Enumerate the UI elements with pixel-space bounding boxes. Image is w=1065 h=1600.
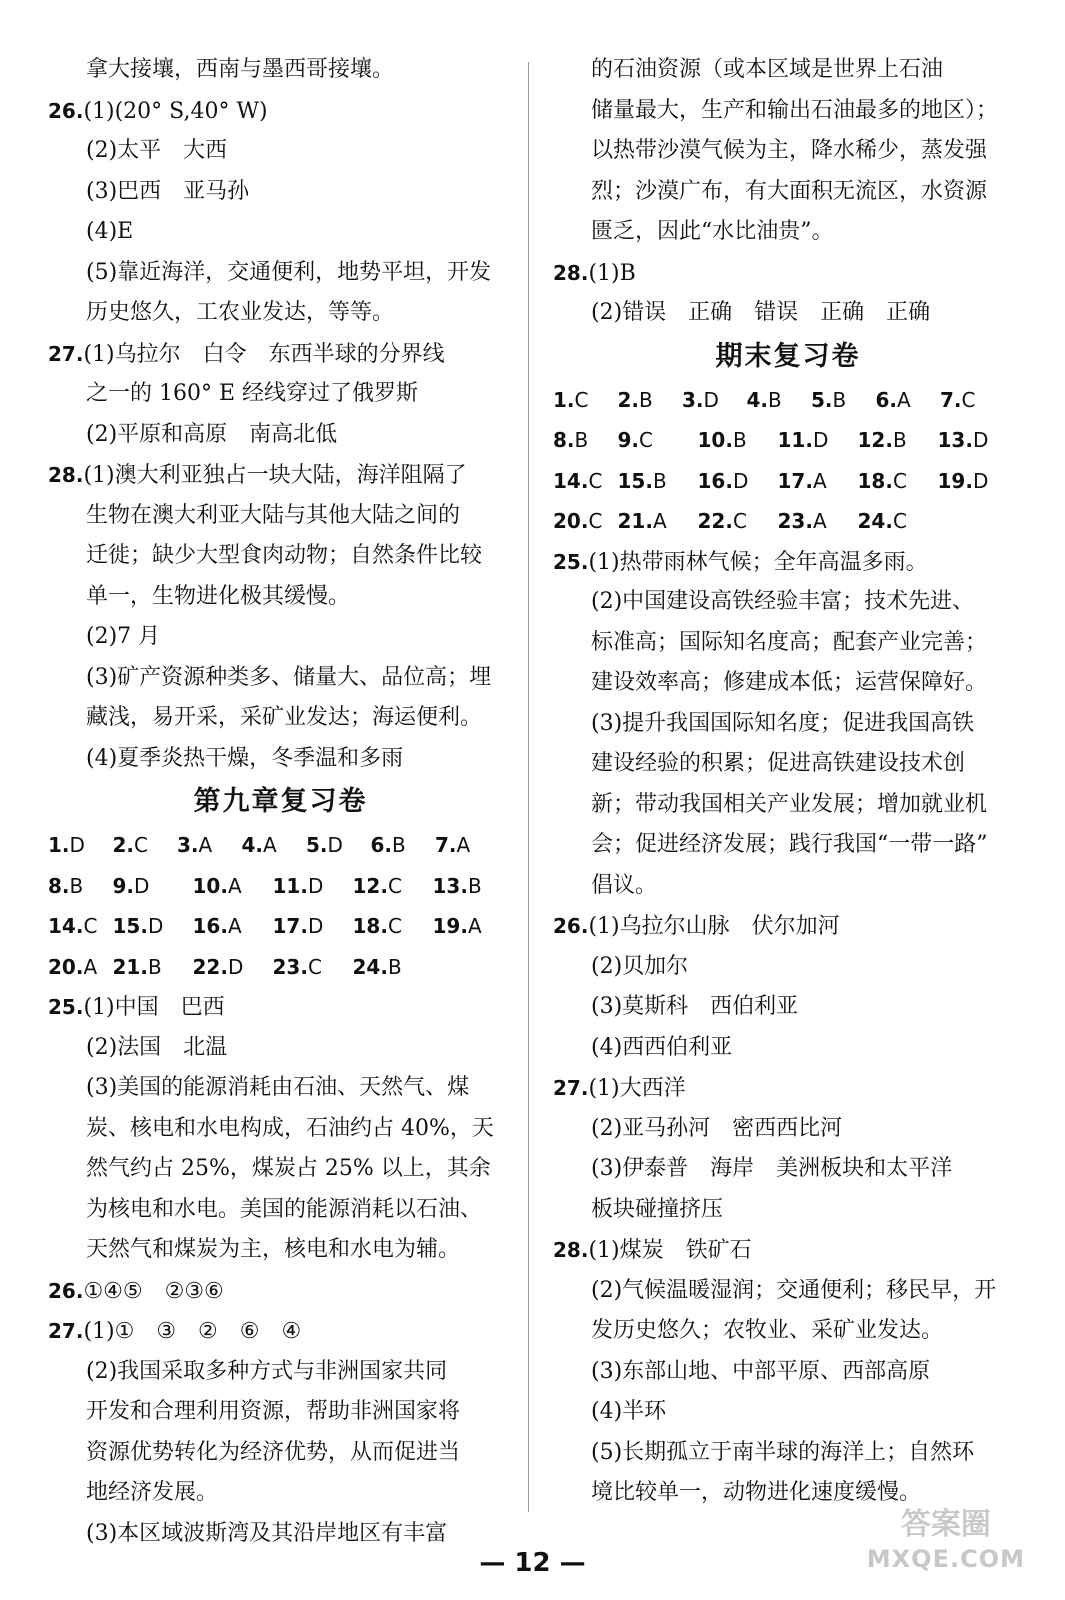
answer-line: 开发和合理利用资源，帮助非洲国家将: [86, 1399, 461, 1424]
mcq-item: 2.B: [617, 387, 653, 412]
mcq-item: 23.A: [777, 509, 827, 533]
mcq-item: 9.C: [617, 428, 653, 452]
mcq-item: 24.B: [352, 954, 402, 979]
mcq-item: 19.D: [937, 468, 989, 493]
mcq-item: 6.A: [875, 387, 911, 412]
question-26: 26.(1)(20° S,40° W): [48, 98, 268, 124]
mcq-row: [48, 906, 513, 947]
text-line: 储量最大，生产和输出石油最多的地区）；: [591, 97, 999, 123]
mcq-item: 17.D: [272, 914, 324, 938]
answer-line: (2)平原和高原 南高北低: [86, 421, 338, 447]
answer-line: (4)半环: [591, 1399, 667, 1424]
mcq-item: 11.D: [272, 873, 324, 898]
mcq-item: 19.A: [432, 914, 482, 938]
mcq-item: 24.C: [857, 509, 907, 533]
mcq-row: [553, 461, 1023, 502]
mcq-item: 10.B: [697, 428, 747, 452]
mcq-row: [553, 420, 1023, 461]
answer-line: 炭、核电和水电构成，石油约占 40%，天: [86, 1115, 494, 1141]
answer-line: (3)矿产资源种类多、储量大、品位高；埋: [86, 664, 492, 690]
answer-line: 迁徙；缺少大型食肉动物；自然条件比较: [86, 543, 483, 568]
mcq-item: 7.C: [940, 387, 976, 412]
answer-line: 为核电和水电。美国的能源消耗以石油、: [86, 1196, 483, 1222]
mcq-item: 14.C: [553, 468, 603, 493]
mcq-row: [48, 825, 513, 866]
mcq-item: 22.D: [192, 954, 244, 979]
answer-line: (3)东部山地、中部平原、西部高原: [591, 1358, 931, 1384]
mcq-item: 22.C: [697, 509, 747, 533]
left-column: [48, 50, 513, 1554]
mcq-item: 3.A: [177, 833, 213, 857]
text-line: 以热带沙漠气候为主，降水稀少，蒸发强: [591, 138, 988, 163]
answer-line: 倡议。: [591, 872, 658, 898]
answer-line: (5)靠近海洋，交通便利，地势平坦，开发: [86, 259, 492, 285]
mcq-item: 16.A: [192, 914, 242, 938]
question-26: 26.①④⑤ ②③⑥: [48, 1278, 224, 1304]
mcq-item: 20.C: [553, 509, 603, 533]
answer-line: (3)本区域波斯湾及其沿岸地区有丰富: [86, 1520, 448, 1546]
mcq-item: 1.C: [553, 387, 589, 412]
answer-line: 会；促进经济发展；践行我国“一带一路”: [591, 832, 988, 857]
mcq-item: 7.A: [435, 833, 471, 857]
mcq-item: 18.C: [857, 468, 907, 493]
mcq-item: 15.D: [112, 914, 164, 938]
answer-line: 发历史悠久；农牧业、采矿业发达。: [591, 1318, 944, 1343]
mcq-item: 13.B: [432, 873, 482, 898]
question-27: 27.(1)① ③ ② ⑥ ④: [48, 1319, 302, 1344]
answer-line: 建设经验的积累；促进高铁建设技术创: [591, 751, 966, 776]
text-line: 拿大接壤，西南与墨西哥接壤。: [86, 57, 395, 82]
question-25: 25.(1)中国 巴西: [48, 995, 225, 1020]
answer-line: 藏浅，易开采，采矿业发达；海运便利。: [86, 705, 483, 730]
answer-line: (2)亚马孙河 密西西比河: [591, 1115, 843, 1141]
answer-line: (3)伊泰普 海岸 美洲板块和太平洋: [591, 1156, 953, 1181]
mcq-item: 15.B: [617, 468, 667, 493]
mcq-item: 21.A: [617, 509, 667, 533]
question-28: 28.(1)B: [553, 260, 636, 286]
mcq-row: [48, 866, 513, 907]
answer-line: (5)长期孤立于南半球的海洋上；自然环: [591, 1439, 975, 1465]
answer-line: 历史悠久，工农业发达，等等。: [86, 300, 395, 325]
answer-line: (2)太平 大西: [86, 138, 228, 163]
multiple-choice-answers: [48, 825, 513, 987]
answer-line: 新；带动我国相关产业发展；增加就业机: [591, 791, 988, 817]
page-number: — 12 —: [479, 1548, 586, 1578]
answer-line: (3)提升我国国际知名度；促进我国高铁: [591, 710, 975, 736]
answer-line: 之一的 160° E 经线穿过了俄罗斯: [86, 381, 419, 406]
answer-line: (3)巴西 亚马孙: [86, 178, 250, 204]
mcq-item: 6.B: [370, 833, 406, 857]
mcq-item: 16.D: [697, 468, 749, 493]
answer-line: (2)错误 正确 错误 正确 正确: [591, 300, 931, 325]
mcq-item: 12.C: [352, 873, 402, 898]
answer-line: (4)E: [86, 219, 134, 244]
mcq-item: 1.D: [48, 833, 85, 857]
answer-line: 资源优势转化为经济优势，从而促进当: [86, 1439, 461, 1465]
answer-line: (2)气候温暖湿润；交通便利；移民早，开: [591, 1277, 997, 1303]
mcq-item: 5.B: [811, 387, 847, 412]
answer-line: 单一，生物进化极其缓慢。: [86, 583, 351, 609]
mcq-item: 8.B: [553, 428, 589, 452]
answer-line: (2)贝加尔: [591, 953, 689, 979]
question-27: 27.(1)乌拉尔 白令 东西半球的分界线: [48, 341, 445, 367]
mcq-row: [553, 501, 1023, 542]
section-title: 第九章复习卷: [193, 786, 368, 817]
mcq-item: 9.D: [112, 873, 150, 898]
mcq-item: 20.A: [48, 954, 98, 979]
answer-line: (3)美国的能源消耗由石油、天然气、煤: [86, 1075, 470, 1100]
question-28: 28.(1)澳大利亚独占一块大陆，海洋阻隔了: [48, 463, 467, 488]
mcq-item: 5.D: [306, 833, 343, 857]
answer-line: (2)我国采取多种方式与非洲国家共同: [86, 1358, 448, 1384]
answer-line: 生物在澳大利亚大陆与其他大陆之间的: [86, 502, 461, 528]
answer-line: 建设效率高；修建成本低；运营保障好。: [591, 670, 988, 695]
text-line: 匮乏，因此“水比油贵”。: [591, 219, 834, 244]
mcq-item: 4.A: [241, 833, 277, 857]
answer-line: 标准高；国际知名度高；配套产业完善；: [591, 629, 988, 655]
section-title: 期末复习卷: [715, 340, 861, 372]
question-25: 25.(1)热带雨林气候；全年高温多雨。: [553, 549, 928, 575]
multiple-choice-answers: [553, 380, 1023, 542]
watermark-logo: 答案圈 MXQE.COM: [866, 1507, 1025, 1573]
answer-line: 然气约占 25%，煤炭占 25% 以上，其余: [86, 1156, 491, 1181]
answer-line: (2)7 月: [86, 624, 161, 649]
mcq-item: 3.D: [682, 387, 719, 412]
mcq-row: [48, 947, 513, 988]
text-line: 的石油资源（或本区域是世界上石油: [591, 57, 944, 82]
mcq-item: 17.A: [777, 468, 827, 493]
mcq-item: 14.C: [48, 914, 98, 938]
mcq-item: 4.B: [746, 387, 782, 412]
answer-line: (4)西西伯利亚: [591, 1034, 733, 1060]
column-divider: [528, 62, 529, 1512]
answer-line: 板块碰撞挤压: [591, 1196, 724, 1222]
answer-line: 地经济发展。: [86, 1480, 219, 1505]
mcq-item: 11.D: [777, 428, 829, 452]
mcq-item: 12.B: [857, 428, 907, 452]
mcq-item: 2.C: [112, 833, 148, 857]
answer-line: (4)夏季炎热干燥，冬季温和多雨: [86, 745, 404, 771]
mcq-item: 13.D: [937, 428, 989, 452]
mcq-item: 21.B: [112, 954, 162, 979]
mcq-item: 18.C: [352, 914, 402, 938]
answer-line: (2)中国建设高铁经验丰富；技术先进、: [591, 589, 975, 614]
question-28: 28.(1)煤炭 铁矿石: [553, 1238, 752, 1263]
mcq-item: 10.A: [192, 873, 242, 898]
mcq-row: [553, 380, 1023, 421]
question-26: 26.(1)乌拉尔山脉 伏尔加河: [553, 914, 840, 939]
mcq-item: 23.C: [272, 954, 322, 979]
mcq-item: 8.B: [48, 873, 84, 898]
answer-line: 天然气和煤炭为主，核电和水电为辅。: [86, 1237, 461, 1262]
text-line: 烈；沙漠广布，有大面积无流区，水资源: [591, 178, 988, 204]
right-column: [553, 50, 1023, 1514]
answer-line: (3)莫斯科 西伯利亚: [591, 994, 799, 1019]
question-27: 27.(1)大西洋: [553, 1076, 686, 1101]
answer-line: (2)法国 北温: [86, 1034, 228, 1060]
answer-line: 境比较单一，动物进化速度缓慢。: [591, 1480, 922, 1505]
